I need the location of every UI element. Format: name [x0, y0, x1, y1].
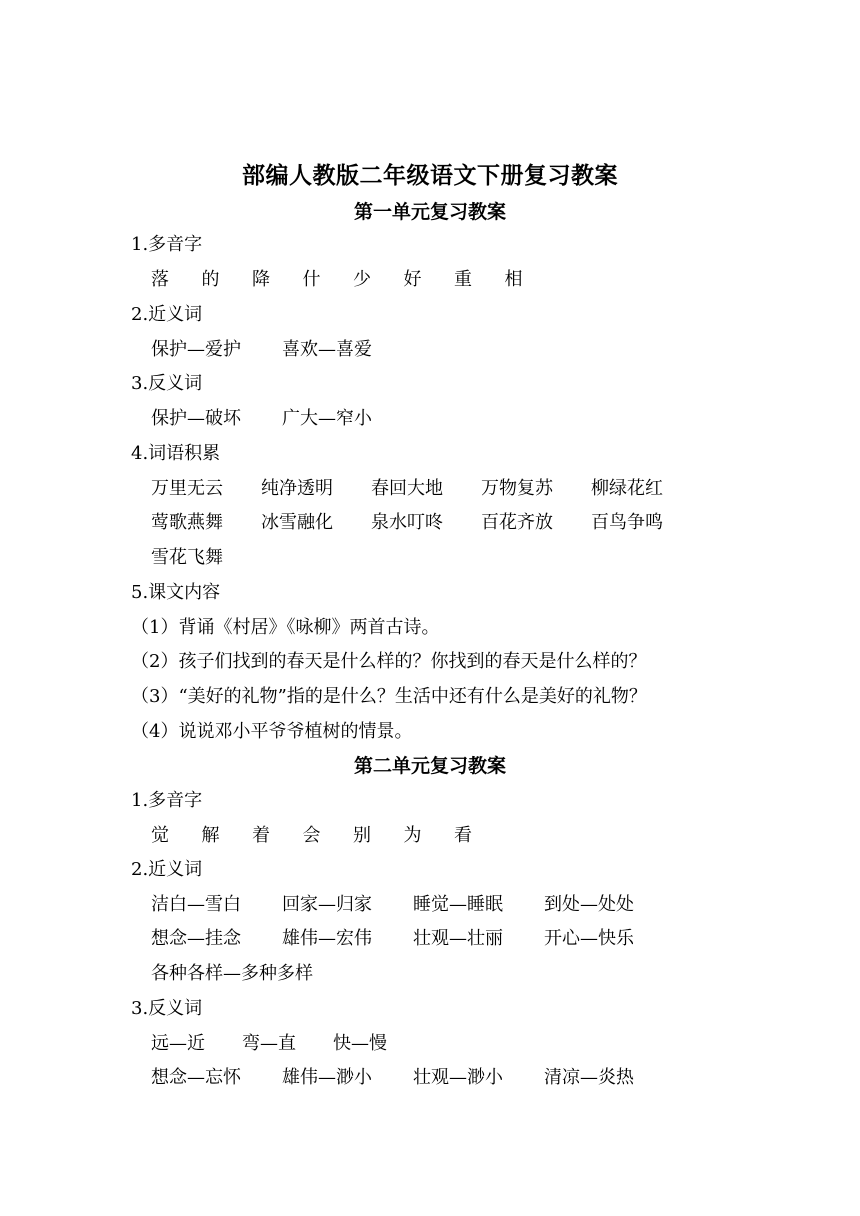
unit1-words-row: [151, 509, 701, 537]
word-item: 百花齐放: [481, 512, 553, 533]
antonym-pair: 雄伟—渺小: [282, 1067, 372, 1088]
polyphonic-char: 相: [504, 269, 523, 290]
unit2-synonyms-heading: 2.近义词: [131, 859, 203, 880]
unit2-antonyms-row: [151, 1030, 424, 1058]
polyphonic-char: 的: [201, 269, 220, 290]
unit2-synonyms-row: [151, 925, 675, 953]
antonym-pair: 远—近: [151, 1033, 205, 1054]
antonym-pair: 清凉—炎热: [544, 1067, 634, 1088]
word-item: 万里无云: [151, 478, 223, 499]
antonym-pair: 快—慢: [333, 1033, 387, 1054]
unit2-antonyms-row: [151, 1064, 675, 1092]
polyphonic-char: 降: [252, 269, 270, 290]
unit1-question-3: （3）“美好的礼物”指的是什么？生活中还有什么是美好的礼物？: [131, 686, 647, 707]
unit1-antonyms-row: [151, 405, 413, 433]
synonym-pair: 到处—处处: [544, 894, 634, 915]
polyphonic-char: 落: [151, 269, 169, 290]
synonym-pair: 保护—爱护: [151, 339, 241, 360]
unit1-synonyms-heading: 2.近义词: [131, 304, 203, 325]
polyphonic-char: 别: [353, 825, 371, 846]
polyphonic-char: 会: [302, 825, 321, 846]
antonym-pair: 弯—直: [242, 1033, 296, 1054]
synonym-pair: 洁白—雪白: [151, 894, 241, 915]
word-item: 冰雪融化: [261, 512, 333, 533]
unit2-polyphonic-row: [151, 822, 505, 850]
polyphonic-char: 重: [454, 269, 472, 290]
synonym-pair: 开心—快乐: [544, 928, 634, 949]
unit1-words-heading: 4.词语积累: [131, 443, 221, 464]
antonym-pair: 壮观—渺小: [413, 1067, 503, 1088]
word-item: 春回大地: [371, 478, 443, 499]
word-item: 泉水叮咚: [371, 512, 443, 533]
unit1-question-1: （1）背诵《村居》《咏柳》两首古诗。: [131, 617, 440, 638]
polyphonic-char: 着: [252, 825, 270, 846]
word-item: 百鸟争鸣: [591, 512, 663, 533]
polyphonic-char: 解: [201, 825, 220, 846]
polyphonic-char: 看: [454, 825, 472, 846]
unit2-antonyms-heading: 3.反义词: [131, 998, 203, 1019]
antonym-pair: 广大—窄小: [282, 408, 372, 429]
unit1-title: 第一单元复习教案: [353, 201, 506, 223]
synonym-pair: 睡觉—睡眠: [413, 894, 503, 915]
unit1-question-2: （2）孩子们找到的春天是什么样的？你找到的春天是什么样的？: [131, 651, 647, 672]
unit1-content-heading: 5.课文内容: [131, 582, 221, 603]
synonym-pair: 雄伟—宏伟: [282, 928, 372, 949]
unit1-synonyms-row: [151, 336, 413, 364]
unit2-synonyms-row: [151, 891, 675, 919]
unit1-antonyms-heading: 3.反义词: [131, 373, 203, 394]
document-title: 部编人教版二年级语文下册复习教案: [242, 162, 618, 189]
antonym-pair: 想念—忘怀: [151, 1067, 241, 1088]
word-item: 万物复苏: [481, 478, 553, 499]
synonym-pair: 喜欢—喜爱: [282, 339, 372, 360]
synonym-pair: 想念—挂念: [151, 928, 241, 949]
polyphonic-char: 好: [403, 269, 422, 290]
polyphonic-char: 少: [353, 269, 371, 290]
antonym-pair: 保护—破坏: [151, 408, 241, 429]
unit2-polyphonic-heading: 1.多音字: [131, 790, 203, 811]
polyphonic-char: 为: [403, 825, 422, 846]
unit1-polyphonic-row: [151, 266, 555, 294]
unit1-polyphonic-heading: 1.多音字: [131, 234, 203, 255]
unit1-question-4: （4）说说邓小平爷爷植树的情景。: [131, 721, 413, 742]
unit1-words-row: [151, 544, 261, 572]
synonym-pair: 各种各样—多种多样: [151, 963, 313, 984]
polyphonic-char: 什: [302, 269, 321, 290]
unit1-words-row: [151, 475, 701, 503]
synonym-pair: 壮观—壮丽: [413, 928, 503, 949]
unit2-synonyms-row: [151, 960, 451, 988]
unit2-title: 第二单元复习教案: [353, 755, 506, 777]
synonym-pair: 回家—归家: [282, 894, 372, 915]
word-item: 柳绿花红: [591, 478, 663, 499]
word-item: 纯净透明: [261, 478, 333, 499]
word-item: 莺歌燕舞: [151, 512, 223, 533]
word-item: 雪花飞舞: [151, 547, 223, 568]
polyphonic-char: 觉: [151, 825, 169, 846]
